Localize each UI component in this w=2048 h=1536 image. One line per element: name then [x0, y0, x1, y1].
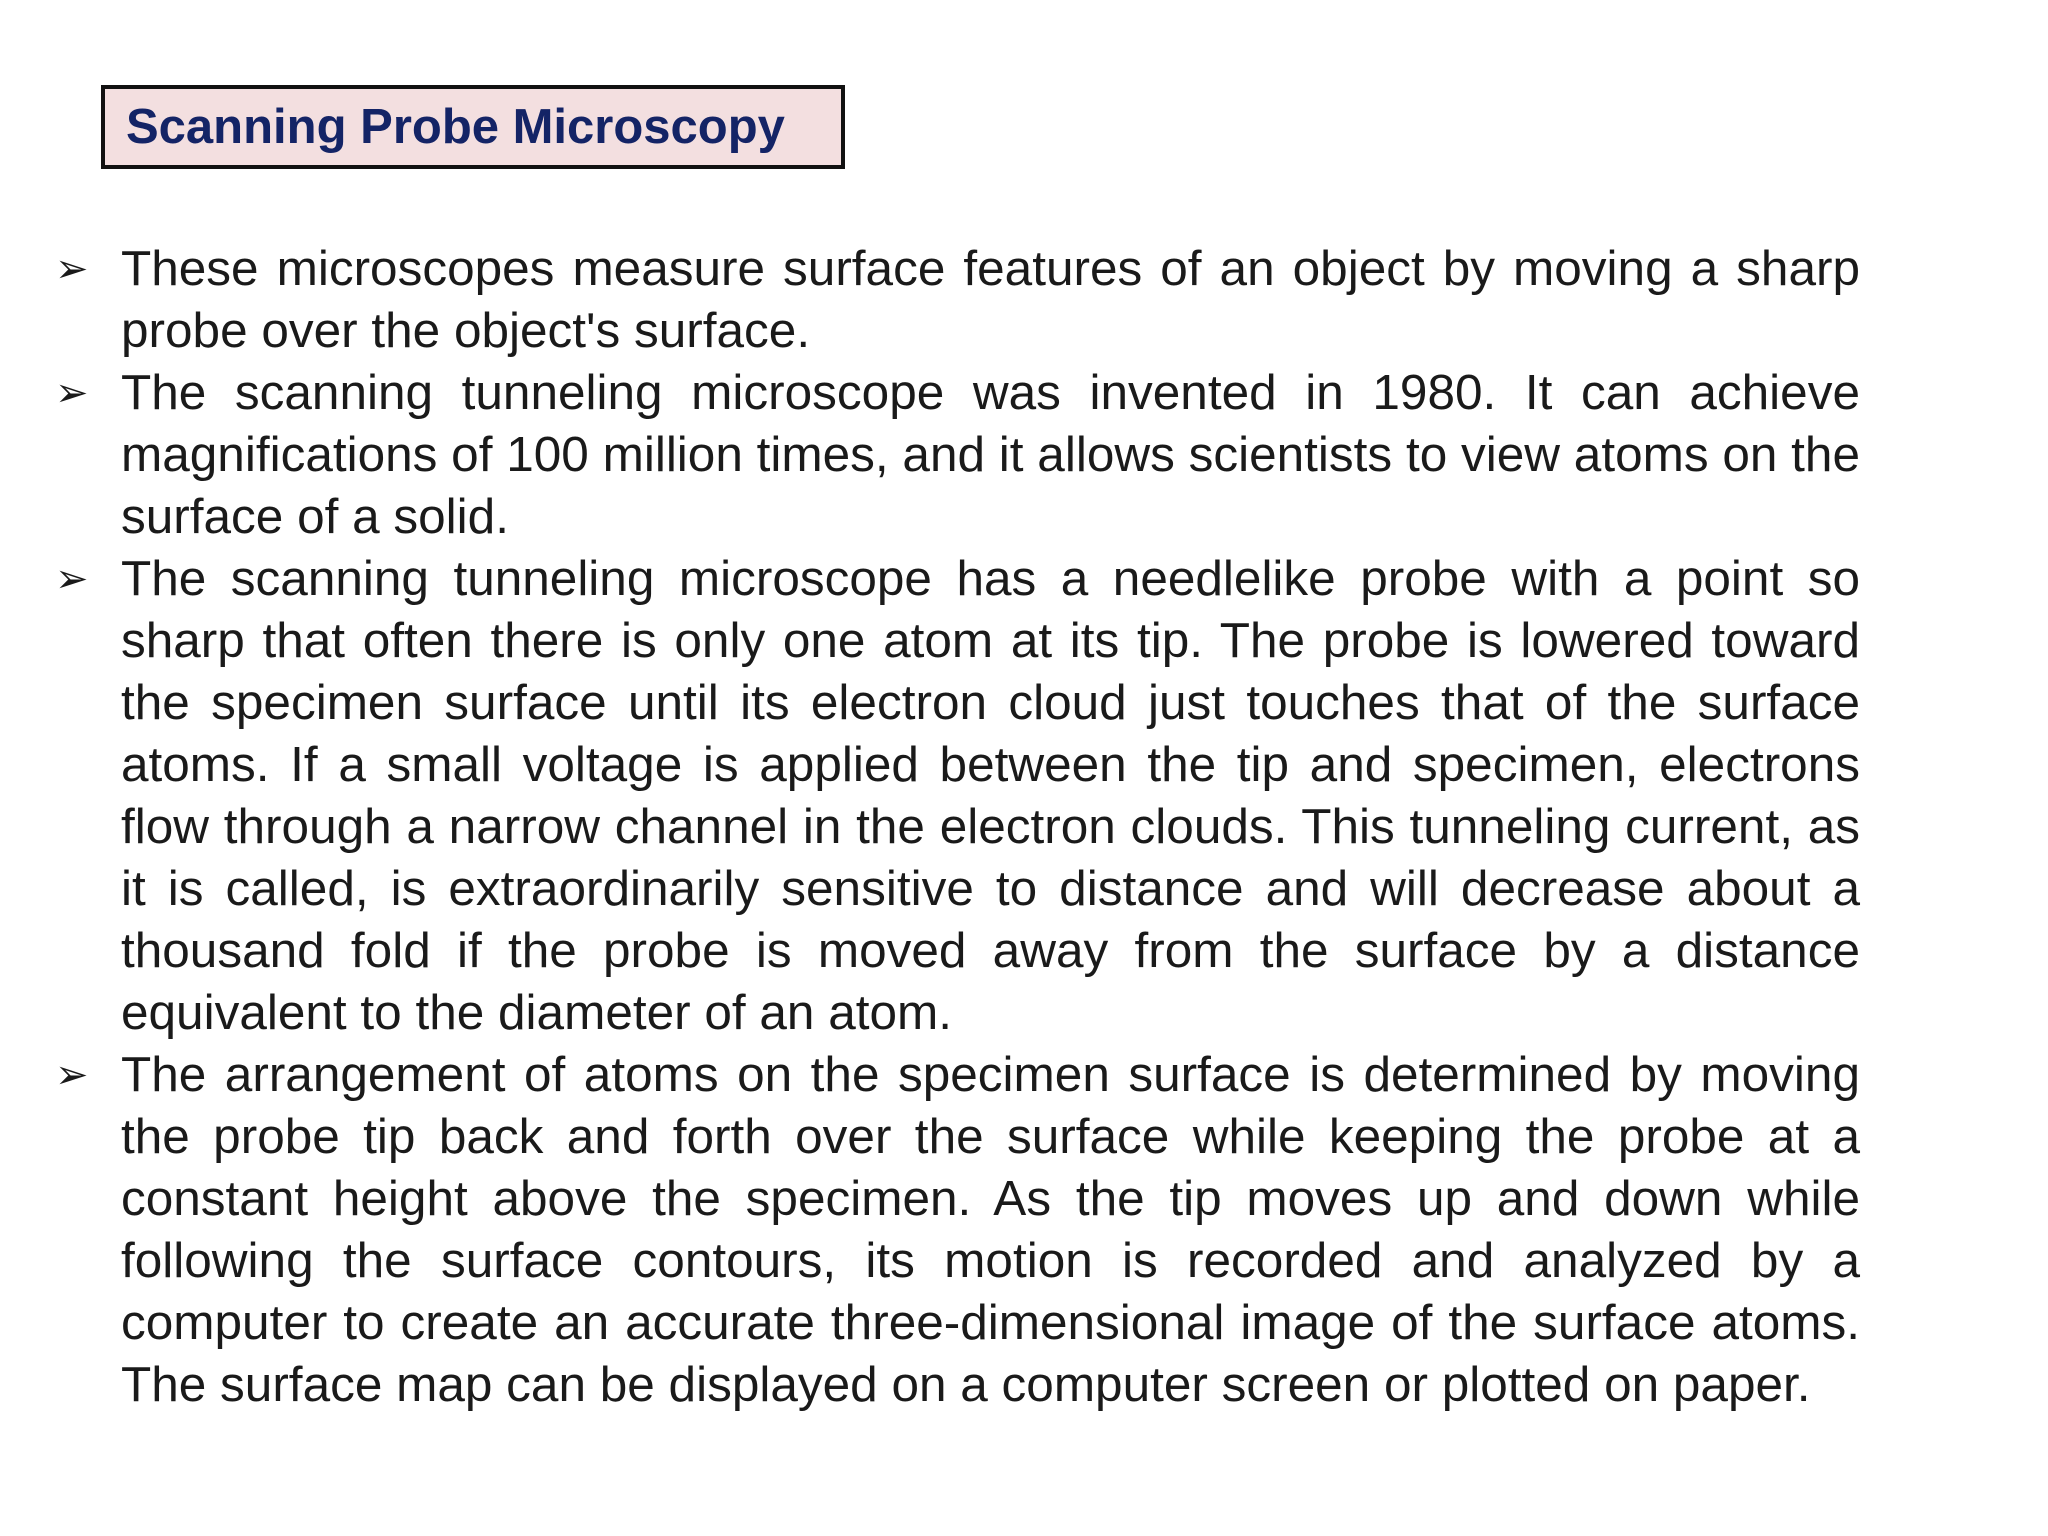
- bullet-item: [55, 362, 1860, 548]
- title-box: [101, 85, 845, 169]
- bullet-text: The scanning tunneling microscope was invented in 1980. It can achieve magnifications of 100 million times, and it allows scientists to view atoms on the surface of a solid.: [121, 365, 1860, 544]
- bullet-text: The scanning tunneling microscope has a needlelike probe with a point so sharp that often there is only one atom at its tip. The probe is lowered toward the specimen surface until its electron cloud just touches that of the surface atoms. If a small voltage is applied between the tip and specimen, electrons flow through a narrow channel in the electron clouds. This tunneling current, as it is called, is extraordinarily sensitive to distance and will decrease about a thousand fold if the probe is moved away from the surface by a distance equivalent to the diameter of an atom.: [121, 551, 1860, 1040]
- bullet-item: [55, 548, 1860, 1044]
- arrow-bullet-icon: ➢: [55, 1052, 89, 1098]
- bullet-list: [55, 238, 1860, 1416]
- bullet-item: [55, 238, 1860, 362]
- slide-title: Scanning Probe Microscopy: [126, 99, 785, 154]
- arrow-bullet-icon: ➢: [55, 370, 89, 416]
- arrow-bullet-icon: ➢: [55, 556, 89, 602]
- bullet-item: [55, 1044, 1860, 1416]
- bullet-text: The arrangement of atoms on the specimen surface is determined by moving the probe tip back and forth over the surface while keeping the probe at a constant height above the specimen. As the tip moves up and down while following the surface contours, its motion is recorded and analyzed by a computer to create an accurate three-dimensional image of the surface atoms. The surface map can be displayed on a computer screen or plotted on paper.: [121, 1047, 1860, 1412]
- bullet-text: These microscopes measure surface features of an object by moving a sharp probe over the object's surface.: [121, 241, 1860, 358]
- arrow-bullet-icon: ➢: [55, 246, 89, 292]
